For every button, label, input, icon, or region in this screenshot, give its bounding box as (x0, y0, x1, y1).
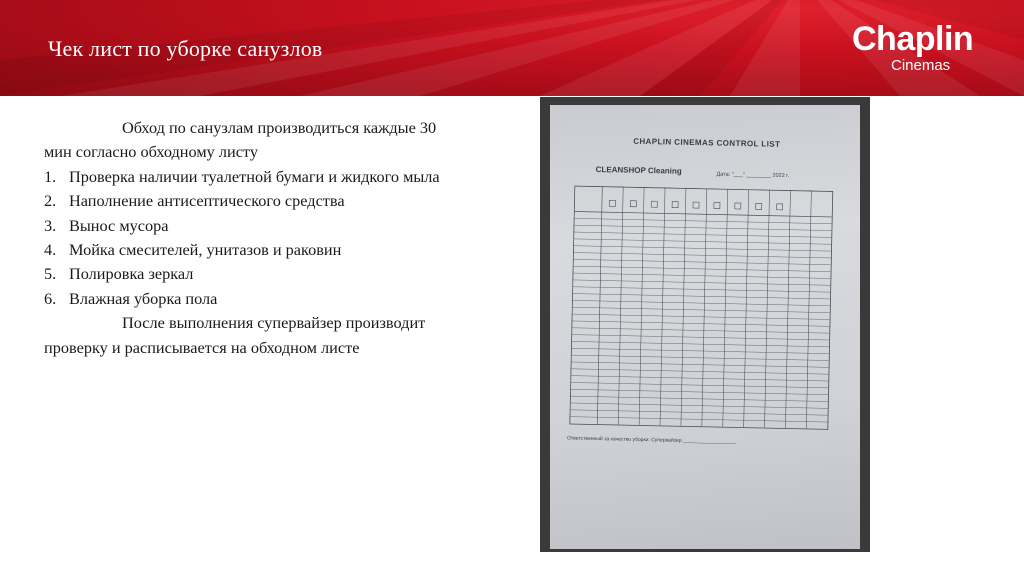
intro-paragraph: Обход по санузлам производиться каждые 30 мин согласно обходному листу (44, 118, 437, 162)
table-header-icon (651, 201, 657, 207)
table-row-line (570, 396, 828, 401)
list-item-text: Полировка зеркал (69, 264, 194, 284)
table-row-line (571, 335, 829, 340)
table-row-line (573, 266, 831, 271)
table-header-icon (756, 203, 762, 209)
table-header-icon (777, 204, 783, 210)
list-item (44, 165, 464, 189)
table-header-icon (672, 202, 678, 208)
table-row-line (572, 280, 830, 285)
table-col-line (618, 187, 623, 425)
table-header-icon (693, 202, 699, 208)
list-item-text: Наполнение антисептического средства (69, 191, 345, 211)
sheet-subtitle: CLEANSHOP Cleaning (595, 164, 682, 176)
checklist-photo (540, 97, 870, 552)
table-col-line (785, 190, 790, 428)
task-list (44, 165, 464, 311)
table-row-line (572, 287, 830, 292)
table-col-line (639, 187, 644, 425)
logo-subtitle: Cinemas (891, 57, 951, 74)
table-row-line (570, 403, 828, 408)
table-row-line (572, 307, 830, 312)
header-banner (0, 0, 1024, 96)
paper-sheet (550, 105, 860, 549)
table-border (570, 186, 833, 429)
sheet-table (569, 186, 834, 431)
table-header-icon (630, 201, 636, 207)
table-row-line (571, 341, 829, 346)
list-item-text: Вынос мусора (69, 215, 169, 235)
table-col-line (597, 186, 602, 424)
table-header-icon (714, 202, 720, 208)
list-item (44, 214, 464, 238)
table-row-line (573, 246, 831, 251)
table-row-line (571, 355, 829, 360)
table-row-line (571, 362, 829, 367)
table-col-line (765, 190, 770, 428)
table-row-line (573, 253, 831, 258)
list-item-text: Влажная уборка пола (69, 288, 218, 308)
list-item-number: 5. (44, 264, 57, 284)
checklist-text (44, 116, 464, 360)
page-title: Чек лист по уборке санузлов (48, 36, 323, 61)
table-row-line (571, 348, 829, 353)
table-row-line (570, 376, 828, 381)
table-row-line (574, 218, 832, 223)
table-row-line (573, 259, 831, 264)
logo-brand: Chaplin (852, 20, 974, 58)
list-item-number: 6. (44, 288, 57, 308)
table-col-line (660, 187, 665, 425)
list-item (44, 238, 464, 262)
list-item-text: Проверка наличии туалетной бумаги и жидкого мыла (69, 166, 440, 186)
table-row-line (569, 417, 827, 422)
list-item-number: 4. (44, 240, 57, 260)
table-row-line (571, 321, 829, 326)
sheet-date: Дата: "___" ________ 2022 г. (716, 171, 790, 180)
list-item (44, 189, 464, 213)
table-row-line (572, 273, 830, 278)
list-item-text: Мойка смесителей, унитазов и раковин (69, 240, 342, 260)
table-col-line (681, 188, 686, 426)
outro-paragraph: После выполнения супервайзер производит проверку и расписывается на обходном листе (44, 313, 426, 357)
list-item (44, 262, 464, 286)
table-row-line (572, 294, 830, 299)
table-col-line (806, 190, 811, 428)
table-row-line (570, 389, 828, 394)
table-row-line (570, 382, 828, 387)
chaplin-logo (852, 22, 973, 74)
sheet-title: CHAPLIN CINEMAS CONTROL LIST (633, 136, 781, 149)
table-row-line (571, 328, 829, 333)
list-item-number: 3. (44, 215, 57, 235)
table-col-line (744, 189, 749, 427)
table-row-line (573, 225, 831, 230)
table-row-line (572, 314, 830, 319)
table-row-line (572, 300, 830, 305)
table-header-icon (609, 200, 615, 206)
list-item-number: 2. (44, 191, 57, 211)
table-row-line (570, 369, 828, 374)
list-item-number: 1. (44, 166, 57, 186)
table-row-line (573, 239, 831, 244)
table-col-line (723, 189, 728, 427)
table-row-line (573, 232, 831, 237)
table-col-line (702, 188, 707, 426)
table-row-line (570, 410, 828, 415)
table-header-line (574, 212, 832, 217)
sheet-footer: Ответственный за качество уборки: Супервайзер ___________________ (566, 435, 736, 445)
list-item (44, 287, 464, 311)
table-header-icon (735, 203, 741, 209)
